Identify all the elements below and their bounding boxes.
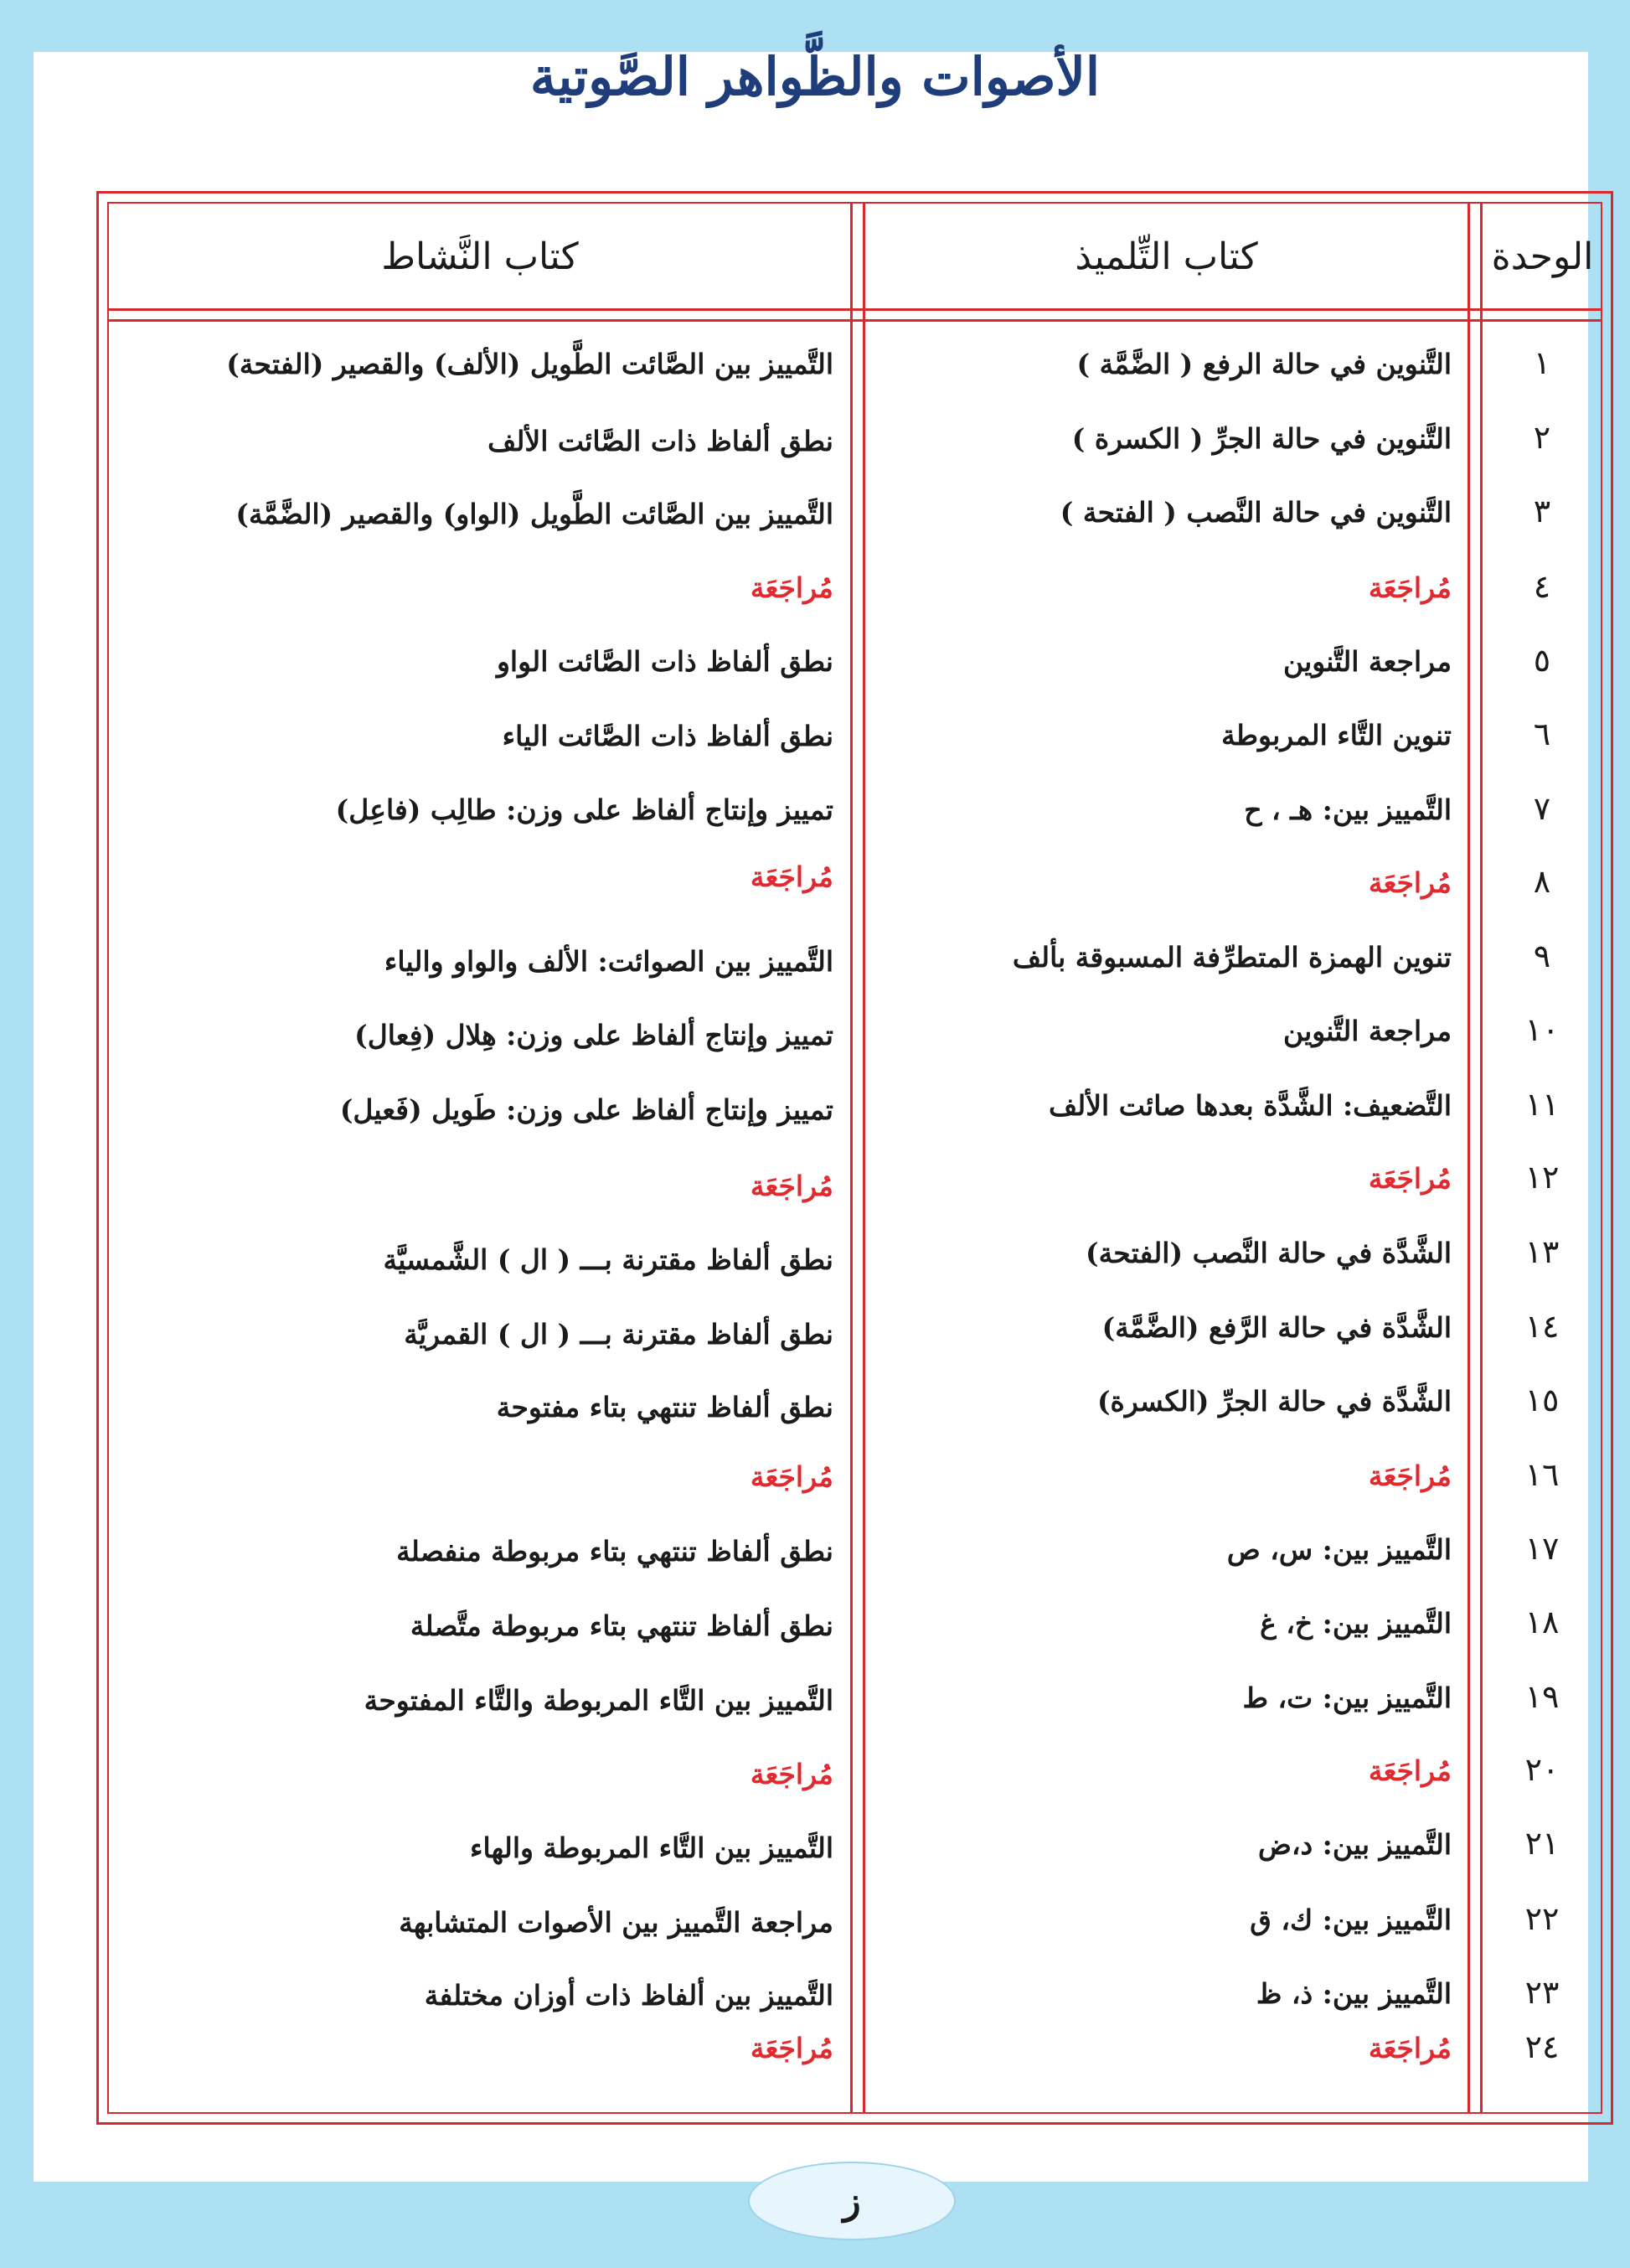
activity-book-item: نطق ألفاظ مقترنة بـــ ( ال ) الشَّمسيَّة (383, 1243, 833, 1276)
review-label: مُراجَعَة (750, 571, 833, 604)
review-label: مُراجَعَة (1368, 1162, 1452, 1195)
unit-number: ٢٣ (1524, 1974, 1560, 2011)
student-book-item: الشَّدَّة في حالة النَّصب (الفتحة) (1085, 1237, 1452, 1269)
activity-book-item: التَّمييز بين التَّاء المربوطة والتَّاء المفتوحة (364, 1684, 833, 1717)
review-label: مُراجَعَة (1368, 571, 1452, 604)
activity-book-item: نطق ألفاظ ذات الصَّائت الألف (487, 425, 833, 457)
review-label: مُراجَعَة (1368, 1754, 1452, 1787)
student-book-item: تنوين التَّاء المربوطة (1221, 719, 1452, 752)
student-book-item: التَّمييز بين: د،ض (1257, 1828, 1452, 1861)
student-book-item: التَّنوين في حالة الرفع ( الضَّمَّة ) (1076, 348, 1452, 380)
activity-book-column (126, 331, 833, 2107)
unit-number: ٢١ (1524, 1825, 1560, 1862)
student-book-item: التَّمييز بين: هـ ، ح (1244, 793, 1452, 826)
unit-number: ٣ (1533, 493, 1551, 530)
student-book-column (865, 331, 1452, 2107)
unit-number: ١٥ (1524, 1382, 1560, 1418)
column-divider (850, 202, 853, 2114)
activity-book-item: التَّمييز بين الصوائت: الألف والواو والياء (384, 945, 833, 978)
unit-number: ٢٤ (1524, 2028, 1560, 2065)
unit-number: ٧ (1533, 790, 1551, 827)
unit-number: ٥ (1533, 642, 1551, 679)
review-label: مُراجَعَة (1368, 2032, 1452, 2064)
activity-book-item: نطق ألفاظ ذات الصَّائت الياء (502, 720, 833, 752)
header-unit: الوحدة (1491, 235, 1594, 278)
review-label: مُراجَعَة (750, 1758, 833, 1790)
unit-number: ٨ (1533, 863, 1551, 900)
student-book-item: التَّضعيف: الشَّدَّة بعدها صائت الألف (1049, 1089, 1452, 1122)
header-divider (107, 319, 1602, 322)
unit-number: ١ (1533, 344, 1551, 381)
unit-number: ٢٢ (1524, 1900, 1560, 1937)
unit-number: ١٠ (1524, 1011, 1560, 1048)
student-book-item: الشَّدَّة في حالة الجرِّ (الكسرة) (1096, 1385, 1452, 1418)
unit-number: ٦ (1533, 716, 1551, 752)
student-book-item: التَّمييز بين: خ، غ (1260, 1607, 1452, 1640)
activity-book-item: نطق ألفاظ تنتهي بتاء مفتوحة (496, 1391, 833, 1423)
student-book-item: تنوين الهمزة المتطرِّفة المسبوقة بألف (1012, 941, 1452, 974)
activity-book-item: التَّمييز بين التَّاء المربوطة والهاء (470, 1831, 833, 1864)
review-label: مُراجَعَة (750, 1170, 833, 1202)
unit-number: ١١ (1524, 1086, 1560, 1123)
review-label: مُراجَعَة (750, 860, 833, 893)
page-number-badge: ز (748, 2162, 956, 2240)
activity-book-item: تمييز وإنتاج ألفاظ على وزن: هِلال (فِعال) (354, 1019, 833, 1051)
activity-book-item: تمييز وإنتاج ألفاظ على وزن: طالِب (فاعِل) (335, 793, 833, 826)
review-label: مُراجَعَة (1368, 1459, 1452, 1492)
student-book-item: التَّمييز بين: ذ، ظ (1256, 1977, 1452, 2010)
review-label: مُراجَعَة (750, 1460, 833, 1493)
unit-number: ١٣ (1524, 1233, 1560, 1270)
unit-number: ١٧ (1524, 1530, 1560, 1567)
unit-number: ١٦ (1524, 1456, 1560, 1493)
header-activity-book: كتاب النَّشاط (381, 235, 579, 278)
unit-number: ٢٠ (1524, 1751, 1560, 1788)
student-book-item: التَّمييز بين: ك، ق (1250, 1904, 1452, 1936)
unit-number: ٤ (1533, 568, 1551, 605)
student-book-item: مراجعة التَّنوين (1282, 1015, 1452, 1047)
activity-book-item: نطق ألفاظ تنتهي بتاء مربوطة منفصلة (396, 1535, 833, 1568)
unit-number: ١٢ (1524, 1159, 1560, 1196)
activity-book-item: تمييز وإنتاج ألفاظ على وزن: طَويل (فَعيل) (339, 1093, 833, 1126)
activity-book-item: التَّمييز بين الصَّائت الطَّويل (الألف) والقصير (الفتحة) (226, 348, 833, 380)
unit-number: ١٤ (1524, 1308, 1560, 1345)
student-book-item: الشَّدَّة في حالة الرَّفع (الضَّمَّة) (1101, 1311, 1452, 1344)
activity-book-item: مراجعة التَّمييز بين الأصوات المتشابهة (399, 1906, 833, 1939)
header-student-book: كتاب التِّلميذ (1075, 235, 1258, 278)
review-label: مُراجَعَة (750, 2032, 833, 2064)
student-book-item: التَّمييز بين: س، ص (1226, 1533, 1452, 1566)
student-book-item: التَّنوين في حالة النَّصب ( الفتحة ) (1060, 496, 1452, 529)
student-book-item: التَّنوين في حالة الجرِّ ( الكسرة ) (1071, 422, 1452, 455)
activity-book-item: التَّمييز بين ألفاظ ذات أوزان مختلفة (424, 1979, 833, 2012)
unit-number: ٩ (1533, 938, 1551, 974)
unit-number: ١٩ (1524, 1678, 1560, 1715)
column-divider (1468, 202, 1470, 2114)
activity-book-item: نطق ألفاظ تنتهي بتاء مربوطة متَّصلة (410, 1609, 833, 1642)
unit-number: ١٨ (1524, 1604, 1560, 1640)
activity-book-item: التَّمييز بين الصَّائت الطَّويل (الواو) والقصير (الضَّمَّة) (235, 498, 833, 530)
student-book-item: التَّمييز بين: ت، ط (1242, 1682, 1452, 1714)
page-title: الأصوات والظَّواهر الصَّوتية (529, 46, 1101, 107)
unit-number: ٢ (1533, 419, 1551, 456)
activity-book-item: نطق ألفاظ مقترنة بـــ ( ال ) القمريَّة (404, 1318, 833, 1351)
activity-book-item: نطق ألفاظ ذات الصَّائت الواو (496, 645, 833, 678)
student-book-item: مراجعة التَّنوين (1282, 645, 1452, 678)
review-label: مُراجَعَة (1368, 866, 1452, 899)
